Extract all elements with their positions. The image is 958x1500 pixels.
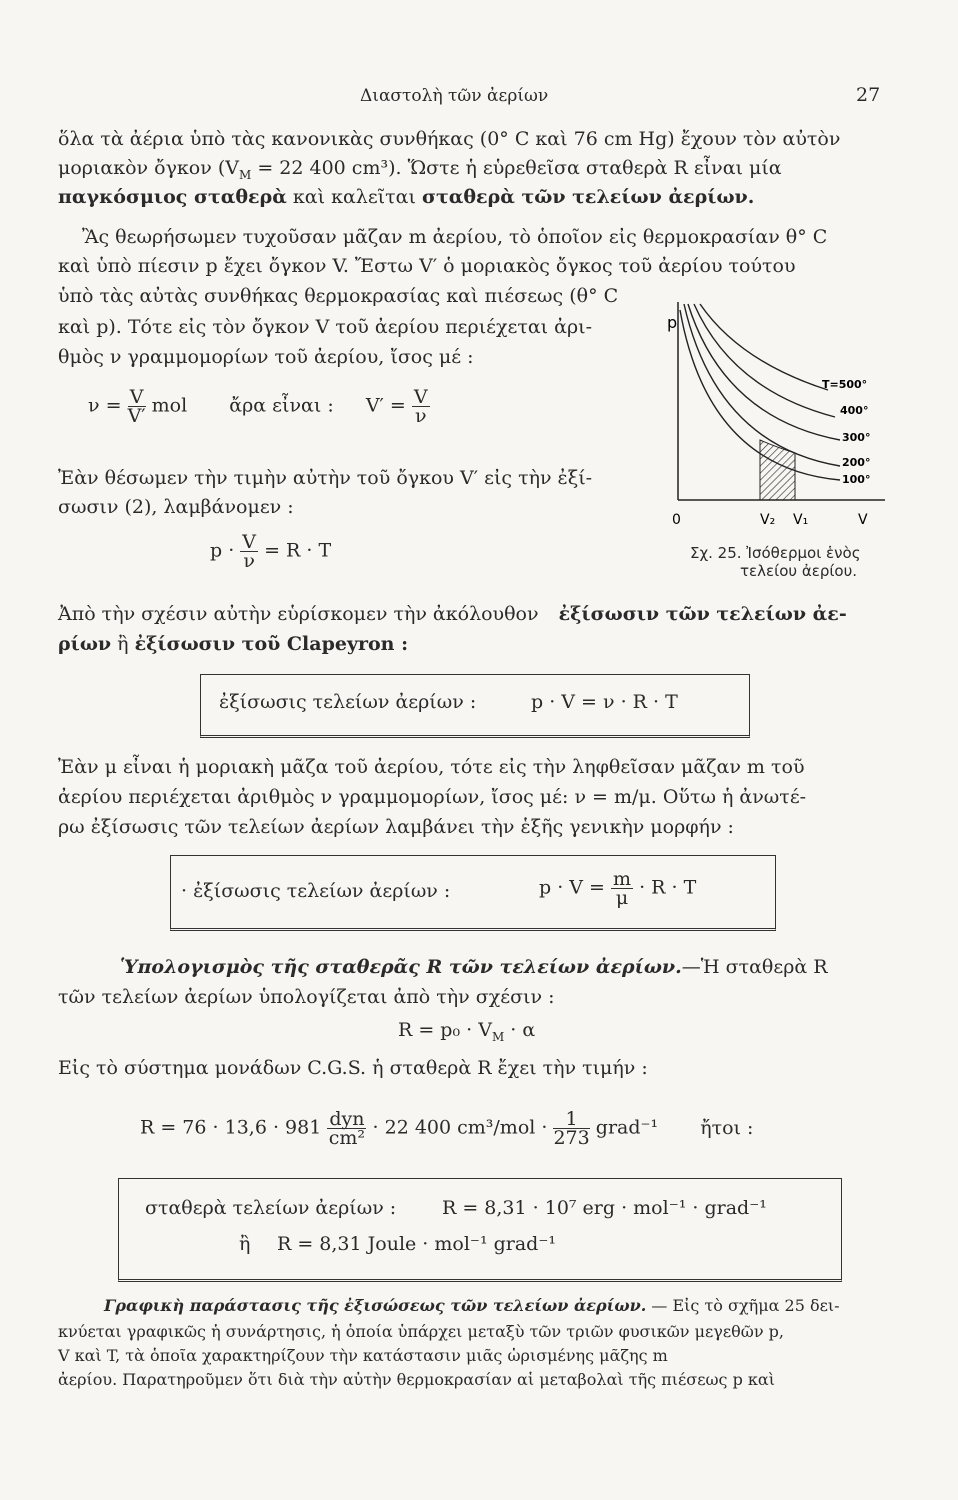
gas-constant-box	[118, 1178, 842, 1282]
axis-p-label: p	[667, 313, 678, 332]
text-line: ἀερίου. Παρατηροῦμεν ὅτι διὰ τὴν αὐτὴν θερμοκρασίαν αἱ μεταβολαὶ τῆς πιέσεως p καὶ	[58, 1370, 775, 1389]
running-header: Διαστολὴ τῶν ἀερίων	[360, 86, 549, 106]
footer-heading: Γραφικὴ παράστασις τῆς ἐξισώσεως τῶν τελείων ἀερίων. — Εἰς τὸ σχῆμα 25 δει-	[104, 1296, 840, 1315]
general-gas-box	[170, 855, 776, 931]
curve-label-100: 100°	[842, 473, 871, 486]
text-line: ἀερίου περιέχεται ἀριθμὸς ν γραμμομορίων, ἴσος μέ: ν = m/μ. Οὕτω ἡ ἀνωτέ-	[58, 786, 807, 808]
text-line: Ἐὰν μ εἶναι ἡ μοριακὴ μᾶζα τοῦ ἀερίου, τότε εἰς τὴν ληφθεῖσαν μᾶζαν m τοῦ	[58, 756, 805, 778]
box-label: · ἐξίσωσις τελείων ἀερίων :	[181, 880, 451, 902]
text-line: σωσιν (2), λαμβάνομεν :	[58, 496, 294, 518]
text-line: κνύεται γραφικῶς ἡ συνάρτησις, ἡ ὁποία ὑπάρχει μεταξὺ τῶν τριῶν φυσικῶν μεγεθῶν p,	[58, 1322, 784, 1341]
figure-caption: Σχ. 25. Ἰσόθερμοι ἑνὸς	[690, 544, 861, 562]
v1-label: V₁	[793, 512, 809, 528]
text-line: Εἰς τὸ σύστημα μονάδων C.G.S. ἡ σταθερὰ R ἔχει τὴν τιμήν :	[58, 1057, 648, 1079]
text-line: ρίων ἢ ἐξίσωσιν τοῦ Clapeyron :	[58, 633, 409, 655]
origin-label: 0	[672, 512, 681, 528]
text-line: ὑπὸ τὰς αὐτὰς συνθήκας θερμοκρασίας καὶ πιέσεως (θ° C	[58, 285, 619, 307]
curve-label-500: T=500°	[822, 378, 868, 391]
text-line: V καὶ T, τὰ ὁποῖα χαρακτηρίζουν τὴν κατάστασιν μιᾶς ὡρισμένης μᾶζης m	[58, 1346, 668, 1365]
formula-r: $R = p_0 \cdot V_M \cdot \alpha$	[398, 1019, 536, 1044]
text-line: καὶ ὑπὸ πίεσιν p ἔχει ὄγκον V. Ἔστω V′ ὁ μοριακὸς ὄγκος τοῦ ἀερίου τούτου	[58, 255, 796, 277]
box-or: ἢ	[239, 1233, 251, 1255]
box-label: σταθερὰ τελείων ἀερίων :	[145, 1197, 397, 1219]
v2-label: V₂	[760, 512, 776, 528]
page-number: 27	[856, 84, 881, 106]
curve-label-300: 300°	[842, 431, 871, 444]
text-line: ρω ἐξίσωσις τῶν τελείων ἀερίων λαμβάνει τὴν ἑξῆς γενικὴν μορφήν :	[58, 816, 734, 838]
box-formula: R = 8,31 · 10⁷ erg · mol⁻¹ · grad⁻¹	[442, 1197, 767, 1219]
text-line: καὶ p). Τότε εἰς τὸν ὄγκον V τοῦ ἀερίου περιέχεται ἀρι-	[58, 316, 593, 338]
ideal-gas-box	[200, 674, 750, 738]
text-line: Ἂς θεωρήσωμεν τυχοῦσαν μᾶζαν m ἀερίου, τὸ ὁποῖον εἰς θερμοκρασίαν θ° C	[82, 226, 828, 248]
text-line: παγκόσμιος σταθερὰ καὶ καλεῖται σταθερὰ τῶν τελείων ἀερίων.	[58, 186, 755, 208]
box-formula: p · V = $\frac{m}{\mu}$ · R · T	[539, 868, 697, 909]
text-line: μοριακὸν ὄγκον ($V_M = 22$ 400 cm³). Ὥστε ἡ εὑρεθεῖσα σταθερὰ R εἶναι μία	[58, 157, 782, 182]
work-area-hatch	[760, 440, 795, 500]
box-formula: p · V = ν · R · T	[531, 691, 678, 713]
box-label: ἐξίσωσις τελείων ἀερίων :	[219, 691, 477, 713]
figure-caption: τελείου ἀερίου.	[740, 562, 858, 580]
equation-nu: ν = $\frac{V}{V'}$ mol ἄρα εἶναι : V′ = $\frac{V}{\nu}$	[88, 386, 428, 427]
isotherm-figure	[660, 290, 890, 535]
axis-v-label: V	[858, 512, 868, 528]
equation-r-value: R = 76 · 13,6 · 981 $\frac{\text{dyn}}{\text{cm²}}$ · 22 400 cm³/mol · $\frac{1}{273}$ grad⁻¹ ἤτοι :	[140, 1108, 754, 1149]
text-line: Ἀπὸ τὴν σχέσιν αὐτὴν εὑρίσκομεν τὴν ἀκόλουθον ἐξίσωσιν τῶν τελείων ἀε-	[58, 603, 847, 625]
curve-label-400: 400°	[840, 404, 869, 417]
text-line: τῶν τελείων ἀερίων ὑπολογίζεται ἀπὸ τὴν σχέσιν :	[58, 986, 555, 1008]
text-line: θμὸς ν γραμμομορίων τοῦ ἀερίου, ἴσος μέ :	[58, 346, 474, 368]
isotherm-300	[688, 304, 840, 440]
equation-pv: p · $\frac{V}{\nu}$ = R · T	[210, 531, 332, 572]
curve-label-200: 200°	[842, 456, 871, 469]
section-heading: Ὑπολογισμὸς τῆς σταθερᾶς R τῶν τελείων ἀερίων.—Ἡ σταθερὰ R	[120, 956, 828, 978]
text-line: Ἐὰν θέσωμεν τὴν τιμὴν αὐτὴν τοῦ ὄγκου V′ εἰς τὴν ἐξί-	[58, 467, 593, 489]
box-formula: R = 8,31 Joule · mol⁻¹ grad⁻¹	[277, 1233, 556, 1255]
text-line: ὅλα τὰ ἀέρια ὑπὸ τὰς κανονικὰς συνθήκας (0° C καὶ 76 cm Hg) ἔχουν τὸν αὐτὸν	[58, 128, 841, 150]
